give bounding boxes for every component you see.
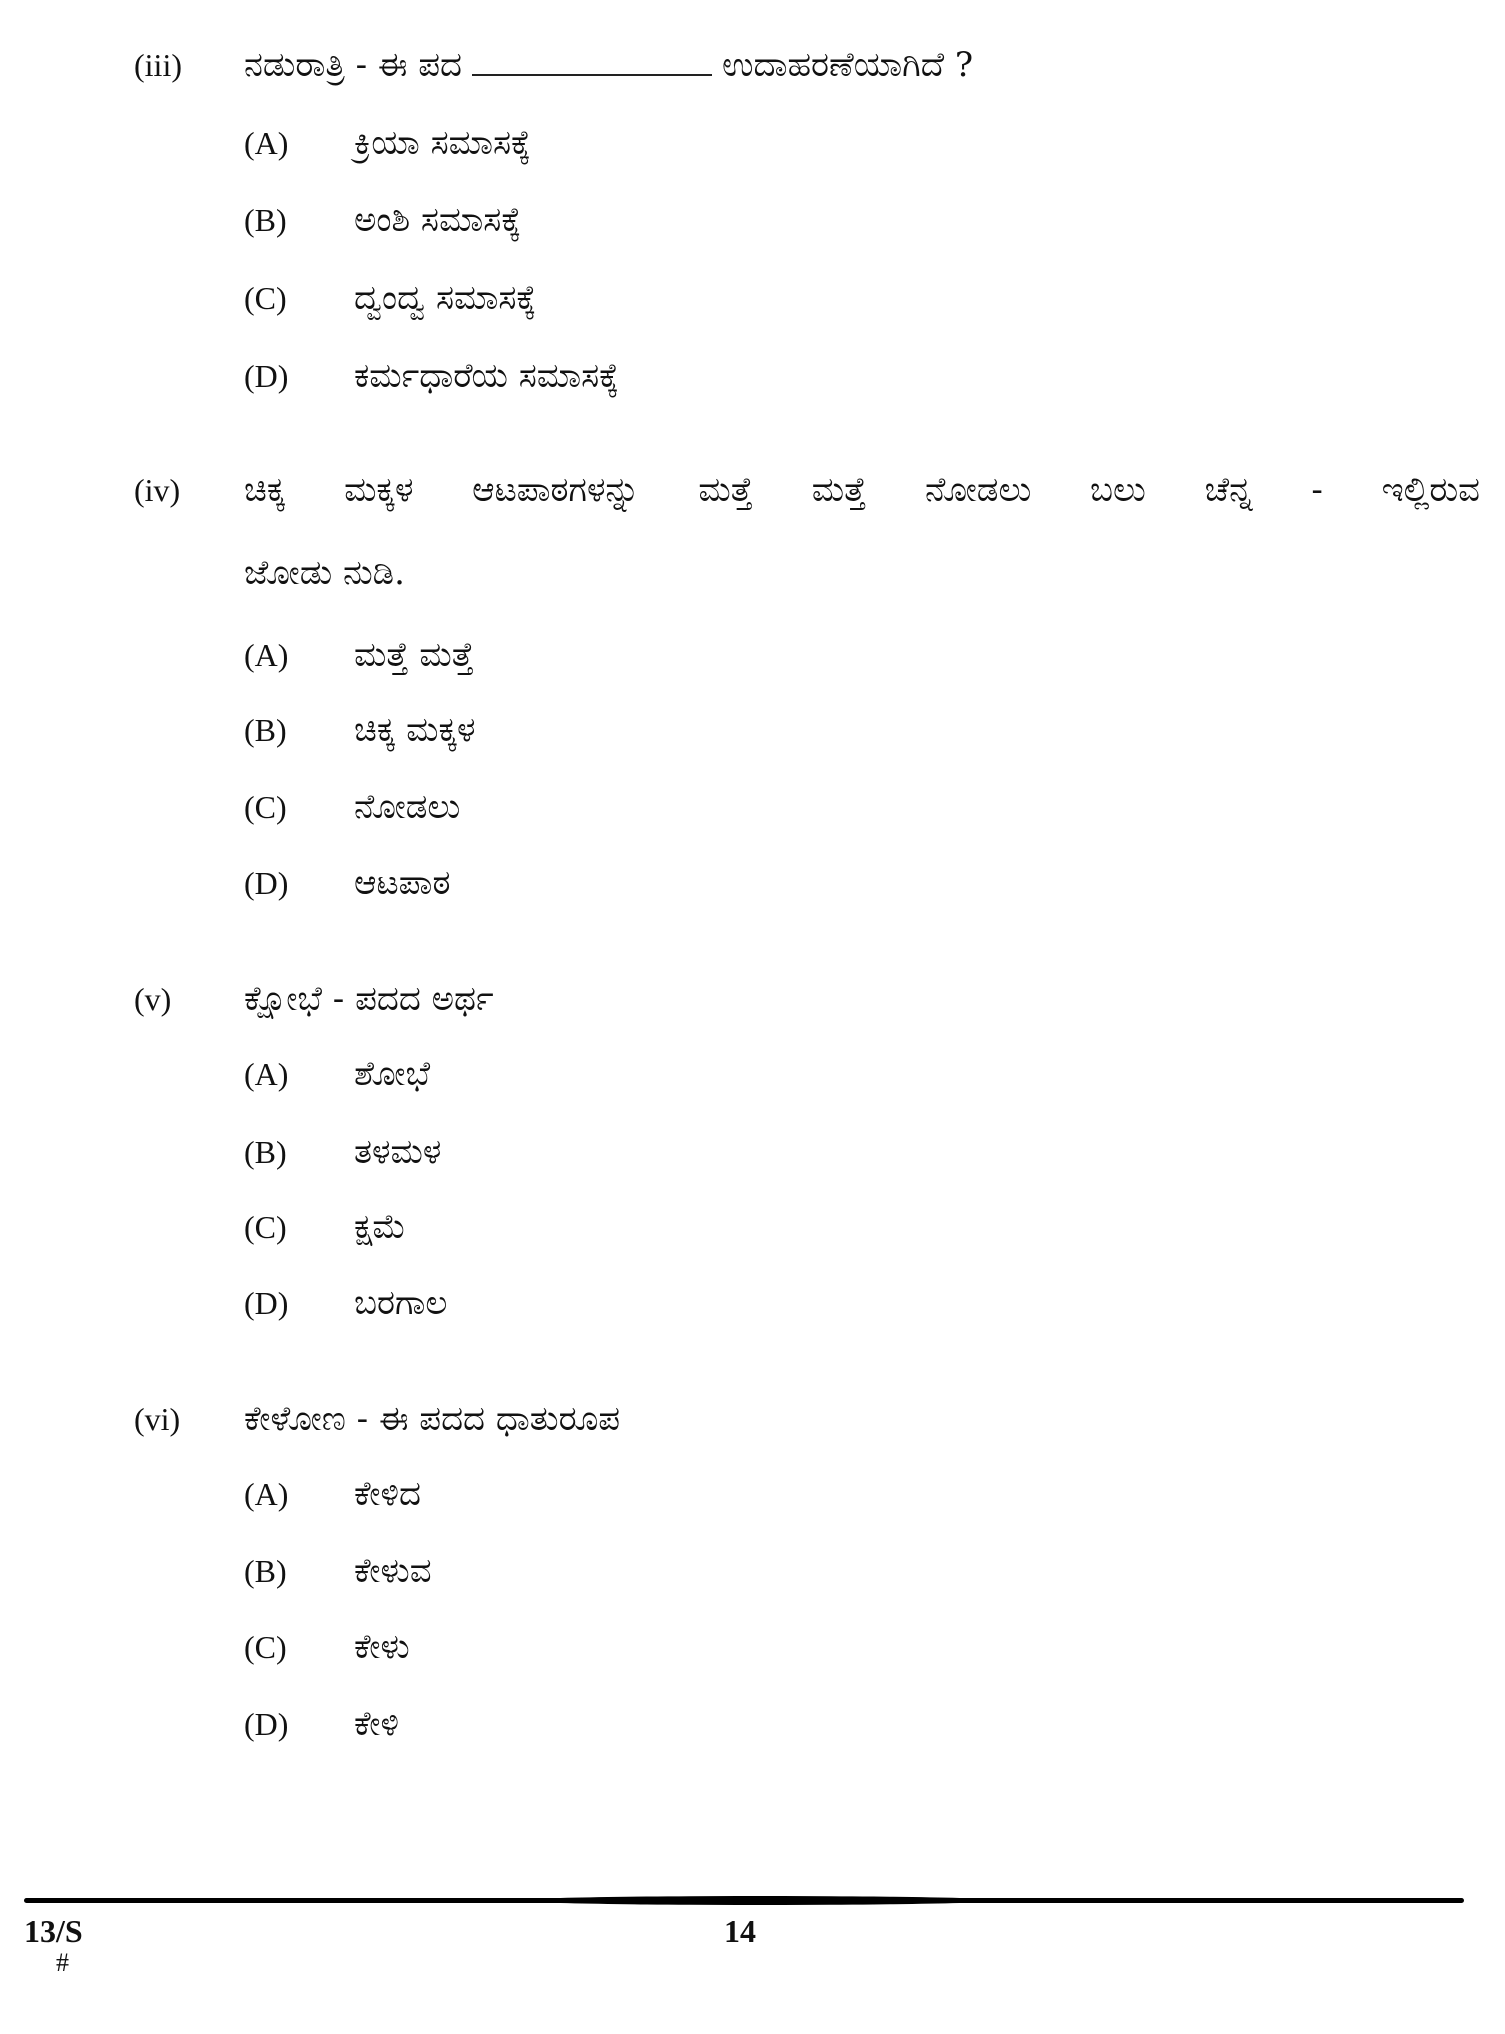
option-label: (B) [244, 1553, 287, 1589]
question-text-after: ಉದಾಹರಣೆಯಾಗಿದೆ ? [722, 45, 974, 85]
question-text-line1: ಚಿಕ್ಕ ಮಕ್ಕಳ ಆಟಪಾಠಗಳನ್ನು ಮತ್ತೆ ಮತ್ತೆ ನೋಡಲು ಬಲು ಚೆನ್ನ - ಇಲ್ಲಿರುವ [244, 470, 1480, 510]
option-label: (D) [244, 1285, 289, 1321]
option-text: ಆಟಪಾಠ [354, 863, 451, 903]
paper-code: 13/S [24, 1913, 83, 1949]
option-text: ಕೇಳು [354, 1627, 410, 1667]
question-number: (iv) [134, 472, 181, 508]
option-text: ಶೋಭೆ [354, 1054, 431, 1094]
option-text: ಮತ್ತೆ ಮತ್ತೆ [354, 635, 475, 675]
footer-mark: # [56, 1948, 69, 1977]
option-label: (B) [244, 1134, 287, 1170]
option-label: (D) [244, 358, 289, 394]
answer-blank [472, 48, 712, 76]
option-text: ನೋಡಲು [354, 787, 461, 827]
option-label: (C) [244, 280, 287, 316]
question-number: (iii) [134, 47, 182, 83]
option-label: (A) [244, 125, 289, 161]
option-text: ಚಿಕ್ಕ ಮಕ್ಕಳ [354, 710, 476, 750]
question-text: ಕ್ಷೋಭೆ - ಪದದ ಅರ್ಥ [244, 979, 494, 1019]
question-number: (vi) [134, 1401, 181, 1437]
option-label: (A) [244, 1476, 289, 1512]
option-text: ಕ್ಷಮೆ [354, 1207, 407, 1247]
option-text: ಕೇಳಿ [354, 1704, 399, 1744]
option-text: ಕರ್ಮಧಾರೆಯ ಸಮಾಸಕ್ಕೆ [354, 356, 620, 396]
footer-rule-thick [520, 1896, 1000, 1905]
option-text: ಬರಗಾಲ [354, 1283, 448, 1323]
option-text: ಕೇಳಿದ [354, 1474, 421, 1514]
question-text-line2: ಜೋಡು ನುಡಿ. [244, 553, 405, 593]
option-label: (D) [244, 865, 289, 901]
option-label: (D) [244, 1706, 289, 1742]
option-text: ಕೇಳುವ [354, 1551, 432, 1591]
page-number: 14 [724, 1913, 756, 1949]
option-label: (A) [244, 1056, 289, 1092]
option-text: ತಳಮಳ [354, 1132, 442, 1172]
question-text [244, 43, 973, 87]
option-text: ಕ್ರಿಯಾ ಸಮಾಸಕ್ಕೆ [354, 123, 531, 163]
option-label: (C) [244, 789, 287, 825]
option-text: ದ್ವಂದ್ವ ಸಮಾಸಕ್ಕೆ [354, 278, 537, 318]
question-text-before: ನಡುರಾತ್ರಿ - ಈ ಪದ [244, 45, 462, 85]
option-text: ಅಂಶಿ ಸಮಾಸಕ್ಕೆ [354, 200, 522, 240]
option-label: (C) [244, 1209, 287, 1245]
option-label: (C) [244, 1629, 287, 1665]
option-label: (A) [244, 637, 289, 673]
option-label: (B) [244, 712, 287, 748]
question-number: (v) [134, 981, 172, 1017]
question-text: ಕೇಳೋಣ - ಈ ಪದದ ಧಾತುರೂಪ [244, 1399, 621, 1439]
option-label: (B) [244, 202, 287, 238]
